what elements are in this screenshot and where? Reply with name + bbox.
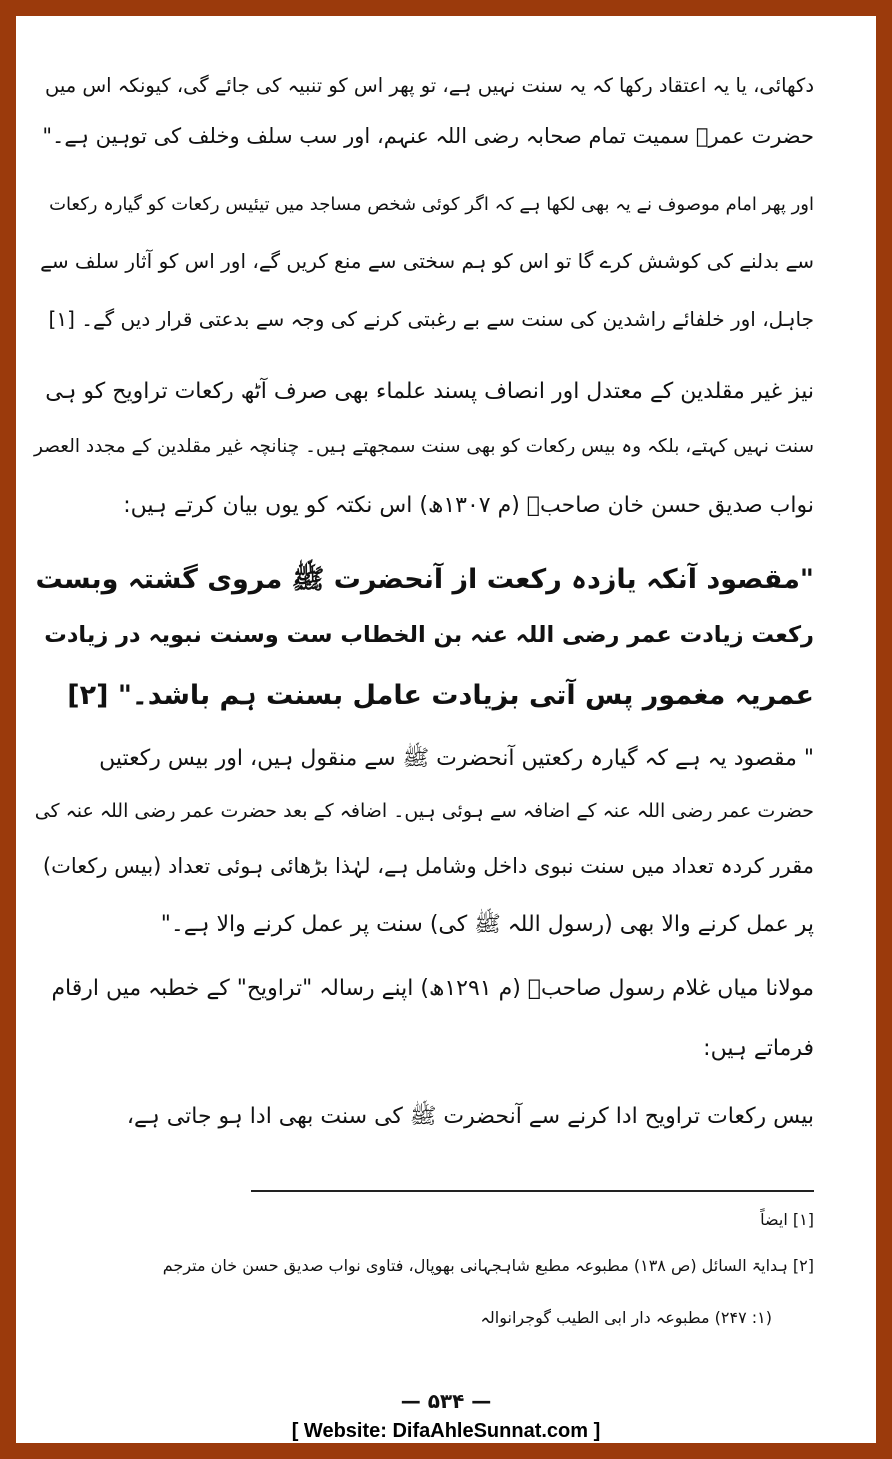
website-footer: [ Website: DifaAhleSunnat.com ] xyxy=(291,1420,601,1442)
footnote-separator xyxy=(251,1190,814,1192)
body-line-7: سنت نہیں کہتے، بلکہ وہ بیس رکعات کو بھی سنت سمجھتے ہیں۔ چنانچہ غیر مقلدین کے مجدد العصر xyxy=(34,436,814,457)
translation-line-2: حضرت عمر رضی اللہ عنہ کے اضافہ سے ہوئی ہیں۔ اضافہ کے بعد حضرت عمر رضی اللہ عنہ کی xyxy=(34,800,814,822)
persian-quote-line-1: "مقصود آنکہ یازدہ رکعت از آنحضرت ﷺ مروی گشتہ وبست xyxy=(35,564,814,595)
footnote-1: [۱] ایضاً xyxy=(760,1210,814,1229)
body-line-6: نیز غیر مقلدین کے معتدل اور انصاف پسند علماء بھی صرف آٹھ رکعات تراویح کو ہی xyxy=(45,379,814,404)
persian-quote-line-2: رکعت زیادت عمر رضی اللہ عنہ بن الخطاب ست وسنت نبویہ در زیادت xyxy=(44,622,814,648)
body-line-4: سے بدلنے کی کوشش کرے گا تو اس کو ہم سختی سے منع کریں گے، اور اس کو آثار سلف سے xyxy=(40,249,814,273)
persian-quote-line-3: عمریہ مغمور پس آتی بزیادت عامل بسنت ہم باشد۔" [۲] xyxy=(67,680,814,711)
translation-line-4: پر عمل کرنے والا بھی (رسول اللہ ﷺ کی) سنت پر عمل کرنے والا ہے۔" xyxy=(160,912,814,937)
page-number: — ۵۳۴ — xyxy=(400,1389,492,1413)
body-line-1: دکھائی، یا یہ اعتقاد رکھا کہ یہ سنت نہیں ہے، تو پھر اس کو تنبیہ کی جائے گی، کیونکہ اس میں xyxy=(44,74,814,97)
footnote-2: [۲] ہدایۃ السائل (ص ۱۳۸) مطبوعہ مطبع شاہجہانی بھوپال، فتاوی نواب صدیق حسن خان مترجم xyxy=(162,1256,814,1275)
footnote-2-continued: (۱: ۲۴۷) مطبوعہ دار ابی الطیب گوجرانوالہ xyxy=(480,1308,772,1327)
document-page xyxy=(16,16,876,1443)
closing-line-1: مولانا میاں غلام رسول صاحبؒ (م ۱۲۹۱ھ) اپنے رسالہ "تراویح" کے خطبہ میں ارقام xyxy=(51,976,814,1001)
closing-line-2: فرماتے ہیں: xyxy=(703,1036,814,1061)
body-line-2: حضرت عمرؓ سمیت تمام صحابہ رضی اللہ عنہم، اور سب سلف وخلف کی توہین ہے۔" xyxy=(42,124,814,148)
body-line-8: نواب صدیق حسن خان صاحبؒ (م ۱۳۰۷ھ) اس نکتہ کو یوں بیان کرتے ہیں: xyxy=(123,493,814,518)
closing-line-3: بیس رکعات تراویح ادا کرنے سے آنحضرت ﷺ کی سنت بھی ادا ہو جاتی ہے، xyxy=(126,1104,814,1129)
body-line-3: اور پھر امام موصوف نے یہ بھی لکھا ہے کہ اگر کوئی شخص مساجد میں تیئیس رکعات کو گیارہ رکعات xyxy=(49,194,814,215)
translation-line-1: " مقصود یہ ہے کہ گیارہ رکعتیں آنحضرت ﷺ سے منقول ہیں، اور بیس رکعتیں xyxy=(99,746,814,771)
translation-line-3: مقرر کردہ تعداد میں سنت نبوی داخل وشامل ہے، لہٰذا بڑھائی ہوئی تعداد (بیس رکعات) xyxy=(42,854,814,878)
body-line-5: جاہل، اور خلفائے راشدین کی سنت سے بے رغبتی کرنے کی وجہ سے بدعتی قرار دیں گے۔ [۱] xyxy=(48,307,814,331)
